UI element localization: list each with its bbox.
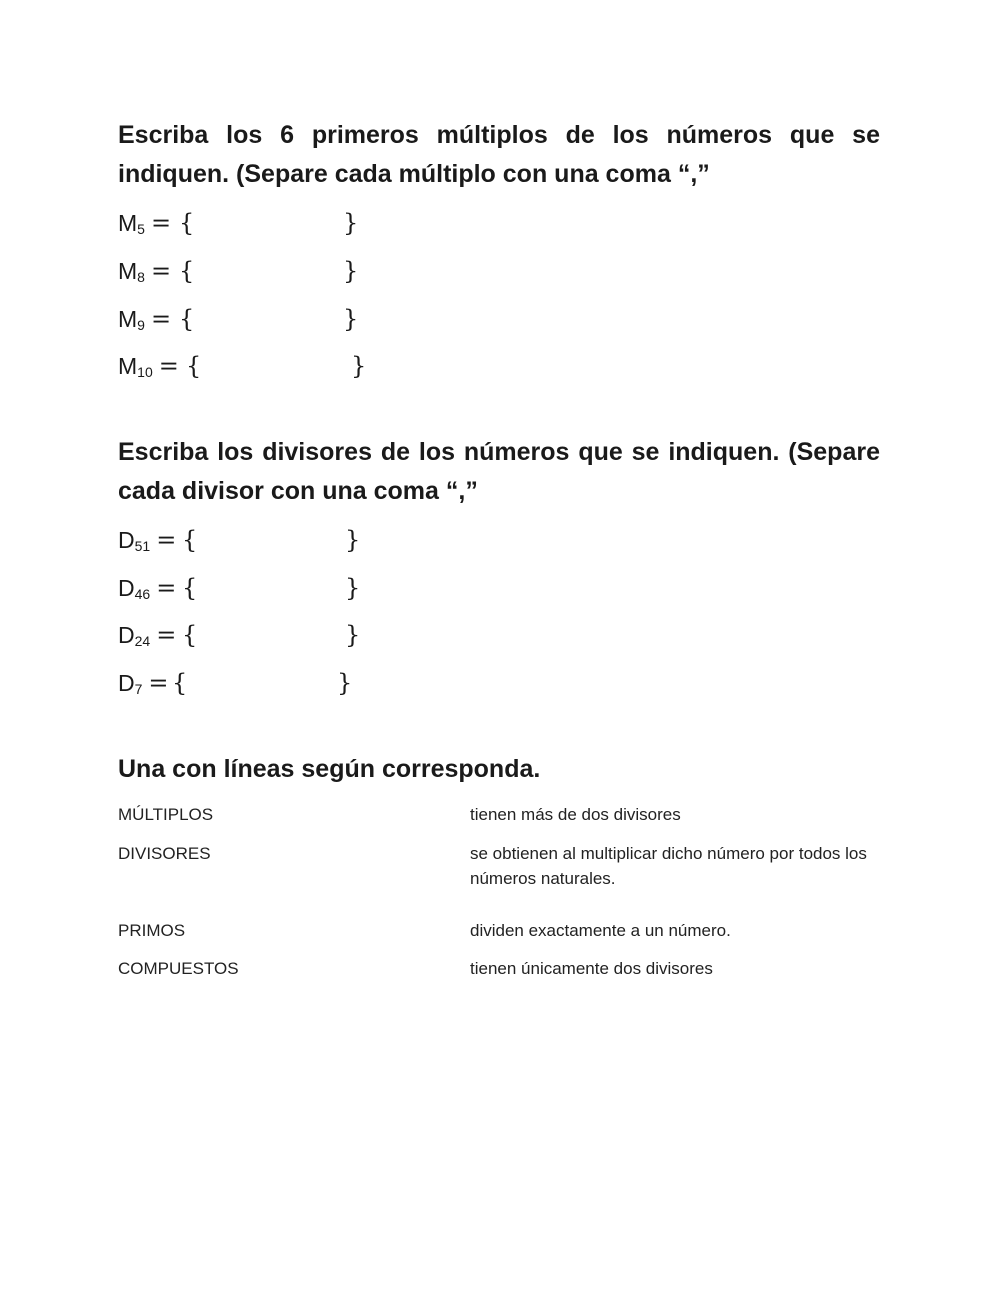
open-brace: { (179, 305, 195, 333)
set-label: $D_7$ (118, 670, 143, 697)
open-brace: { (179, 257, 195, 285)
multiples-row-m8 (118, 254, 359, 288)
close-brace: } (343, 305, 359, 333)
set-label: $D_{24}$ (118, 622, 151, 649)
divisors-row-d51 (118, 523, 361, 557)
equals-sign: = (150, 305, 172, 333)
matching-term-composites[interactable]: COMPUESTOS (118, 959, 239, 978)
matching-term-divisors[interactable]: DIVISORES (118, 844, 211, 863)
open-brace: { (179, 209, 195, 237)
multiples-row-m5 (118, 206, 359, 240)
multiples-m8-answer-input[interactable] (196, 256, 340, 288)
multiples-instruction-heading: Escriba los 6 primeros múltiplos de los números que se indiquen. (Separe cada múltiplo con una coma “,” (118, 121, 880, 188)
equals-sign: = (156, 574, 177, 602)
matching-definition-2[interactable]: se obtienen al multiplicar dicho número por todos los números naturales. (470, 844, 867, 888)
divisors-row-d24 (118, 618, 361, 652)
open-brace: { (182, 621, 198, 649)
close-brace: } (351, 352, 367, 380)
multiples-m10-answer-input[interactable] (204, 351, 348, 383)
open-brace: { (182, 526, 198, 554)
close-brace: } (345, 574, 361, 602)
divisors-row-d46 (118, 571, 361, 605)
set-label: $M_8$ (118, 258, 145, 285)
matching-term-multiples[interactable]: MÚLTIPLOS (118, 805, 214, 824)
open-brace: { (186, 352, 202, 380)
close-brace: } (337, 669, 353, 697)
divisors-d7-answer-input[interactable] (190, 668, 334, 700)
divisors-d51-answer-input[interactable] (200, 525, 344, 557)
multiples-row-m10 (118, 349, 367, 383)
matching-definition-1[interactable]: tienen más de dos divisores (470, 805, 681, 824)
equals-sign: = (158, 352, 179, 380)
equals-sign: = (148, 669, 169, 697)
multiples-row-m9 (118, 302, 359, 336)
multiples-m5-answer-input[interactable] (196, 208, 340, 240)
close-brace: } (343, 209, 359, 237)
set-label: $D_{46}$ (118, 575, 151, 602)
divisors-row-d7 (118, 666, 353, 700)
set-label: $M_{10}$ (118, 353, 153, 380)
equals-sign: = (156, 526, 177, 554)
equals-sign: = (150, 257, 172, 285)
open-brace: { (182, 574, 198, 602)
set-label: $M_5$ (118, 210, 145, 237)
multiples-m9-answer-input[interactable] (196, 304, 340, 336)
matching-definition-3[interactable]: dividen exactamente a un número. (470, 921, 731, 940)
close-brace: } (343, 257, 359, 285)
matching-instruction-heading: Una con líneas según corresponda. (118, 755, 541, 783)
equals-sign: = (156, 621, 177, 649)
close-brace: } (345, 526, 361, 554)
divisors-d46-answer-input[interactable] (200, 573, 344, 605)
close-brace: } (345, 621, 361, 649)
equals-sign: = (150, 209, 172, 237)
divisors-d24-answer-input[interactable] (200, 620, 344, 652)
matching-definition-4[interactable]: tienen únicamente dos divisores (470, 959, 713, 978)
matching-term-primes[interactable]: PRIMOS (118, 921, 186, 940)
set-label: $M_9$ (118, 306, 145, 333)
open-brace: { (172, 669, 188, 697)
set-label: $D_{51}$ (118, 527, 151, 554)
divisors-instruction-heading: Escriba los divisores de los números que se indiquen. (Separe cada divisor con una coma “,” (118, 438, 880, 505)
